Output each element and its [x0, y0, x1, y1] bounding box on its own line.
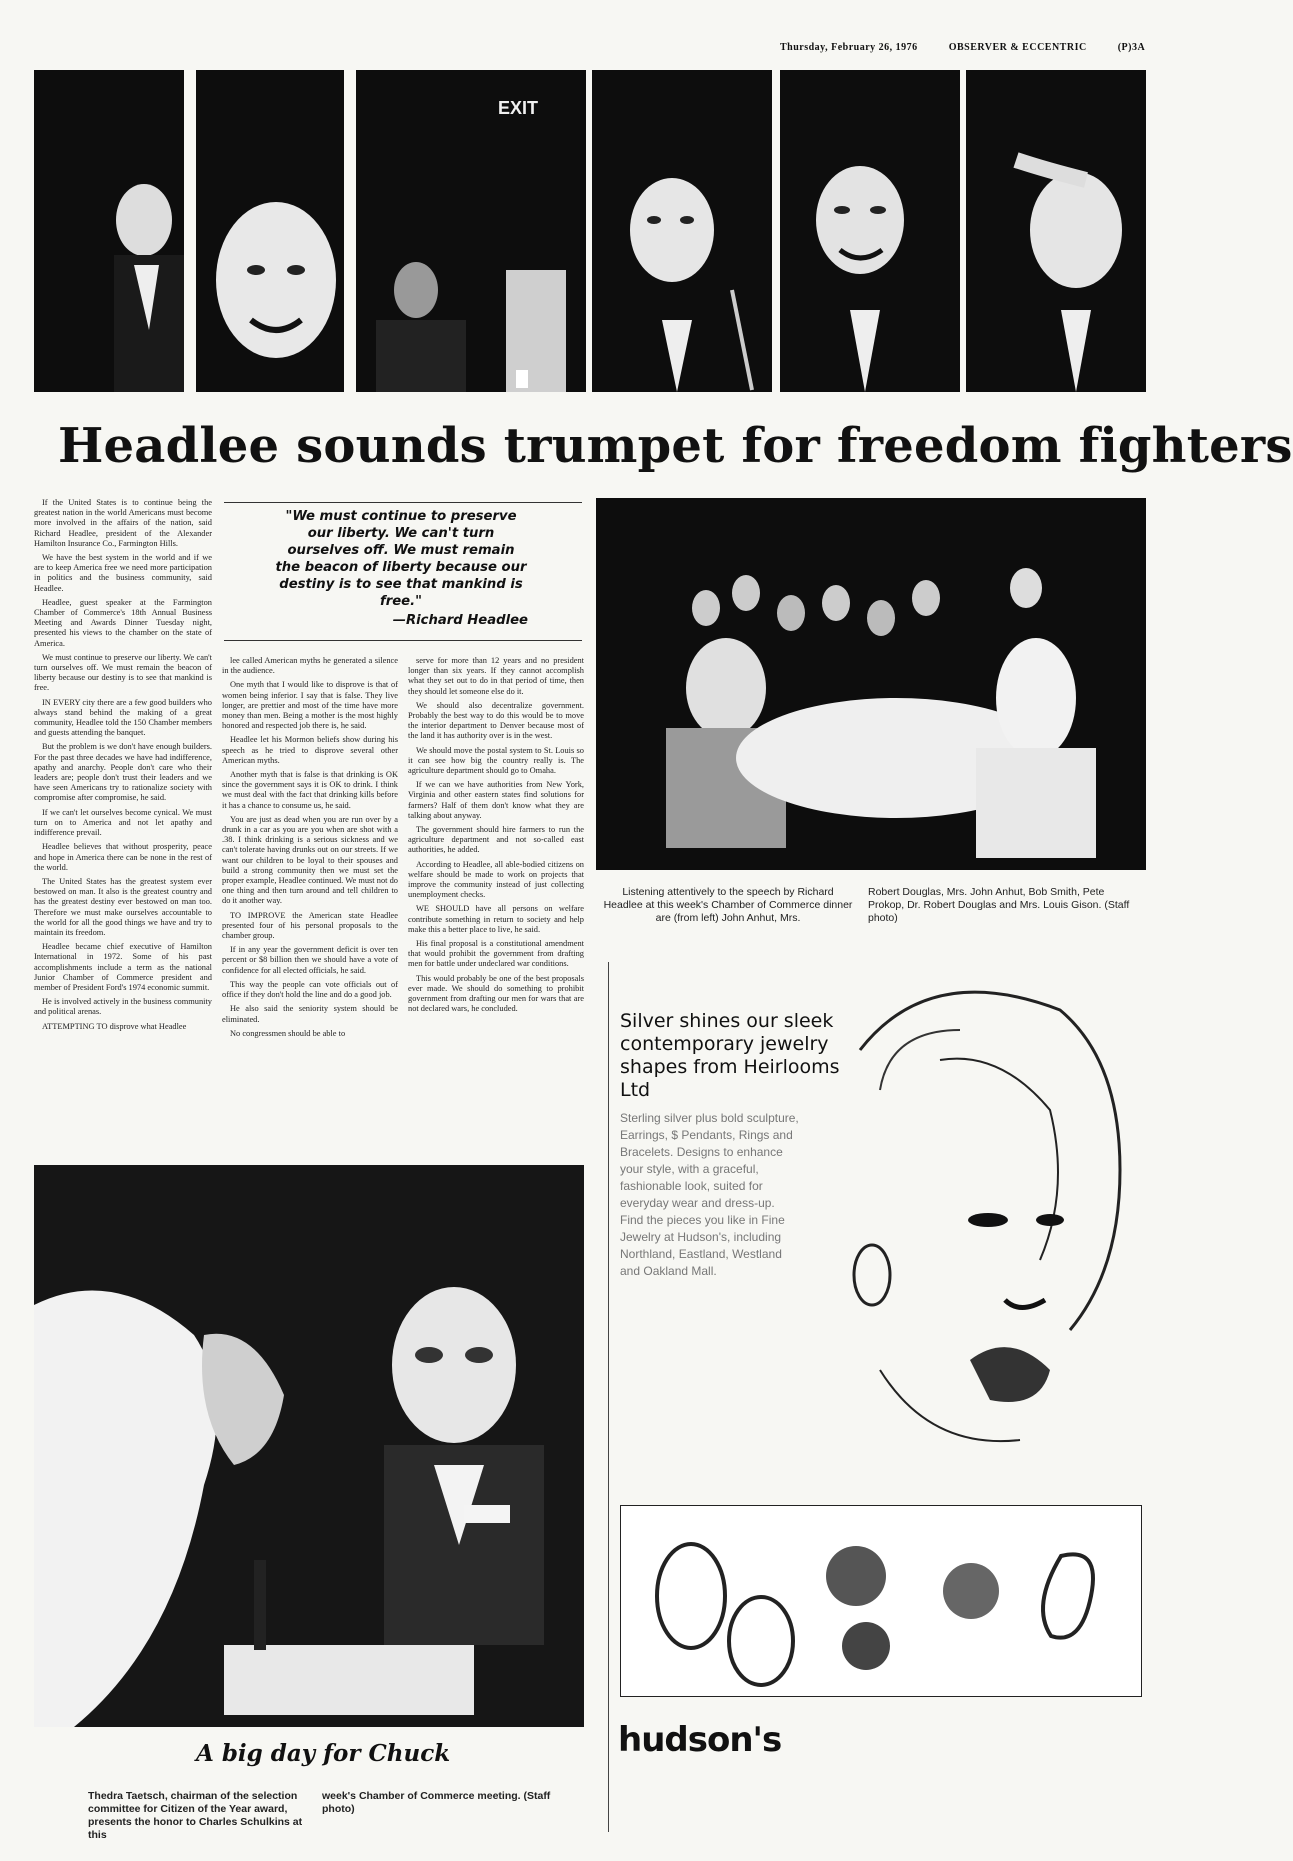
- article-paragraph: We must continue to preserve our liberty. We can't turn ourselves off. We must remain the beacon of liberty because our destiny is to see that mankind is free.: [34, 652, 212, 693]
- top-photo-5: [780, 70, 960, 392]
- article-paragraph: Headlee, guest speaker at the Farmington Chamber of Commerce's 18th Annual Business Meeting and Awards Dinner Tuesday night, presented his views to the chamber on the state of America.: [34, 597, 212, 648]
- article-paragraph: If the United States is to continue being the greatest nation in the world Americans must become more involved in the affairs of the nation, said Richard Headlee, president of the Alexander Hamilton Insurance Co., Farmington Hills.: [34, 498, 212, 548]
- masthead-paper: OBSERVER & ECCENTRIC: [948, 42, 1087, 53]
- article-paragraph: He is involved actively in the business community and political arenas.: [34, 997, 212, 1017]
- article-paragraph: According to Headlee, all able-bodied citizens on welfare should be made to work on projects that improve the community instead of just collecting unemployment checks.: [408, 859, 584, 900]
- article-paragraph: You are just as dead when you are run over by a drunk in a car as you are you when are shot with a .38. I think drinking is a serious sickness and we can't tolerate having drunks out on our streets. If we want our children to be loyal to their spouses and build a strong community then we must set the proper example, Headlee continued. We must not do one thing and then turn around and tell children to do it another way.: [222, 814, 398, 906]
- pull-quote-rule-top: [224, 502, 582, 503]
- pull-quote-rule-bottom: [224, 640, 582, 641]
- pull-quote-text: "We must continue to preserve our liberty. We can't turn ourselves off. We must remain the beacon of liberty because our destiny is to see that mankind is free.": [275, 509, 527, 609]
- article-paragraph: TO IMPROVE the American state Headlee presented four of his personal proposals to the chamber group.: [222, 910, 398, 941]
- dinner-photo: [596, 498, 1146, 870]
- article-paragraph: We should move the postal system to St. Louis so it can see how big the country really is. The agriculture department should go to Omaha.: [408, 745, 584, 776]
- top-photo-1: [34, 70, 184, 392]
- article-paragraph: One myth that I would like to disprove is that of women being inferior. I say that is false. They live longer, are prettier and most of the time have more money than men. Being a mother is the most highly honored and respected job there is, he said.: [222, 680, 398, 731]
- article-paragraph: ATTEMPTING TO disprove what Headlee: [42, 1021, 187, 1031]
- article-paragraph: Another myth that is false is that drinking is OK since the government says it is OK to drink. I think we must deal with the fact that drinking kills before it has a chance to consume us, he said.: [222, 770, 398, 810]
- article-paragraph: WE SHOULD have all persons on welfare contribute something in return to society and help make this a better place to live, he said.: [408, 904, 584, 934]
- article-paragraph: If in any year the government deficit is over ten percent or $8 billion then we should have a vote of confidence for all elected officials, he said.: [222, 945, 398, 975]
- article-column-3: [408, 656, 584, 1128]
- article-paragraph: Headlee let his Mormon beliefs show during his speech as he tried to disprove several other American myths.: [222, 735, 398, 765]
- article-paragraph: Headlee believes that without prosperity, peace and hope in America there can be none in the rest of the world.: [34, 842, 212, 872]
- article-paragraph: But the problem is we don't have enough builders. For the past three decades we have had indifference, apathy and anarchy. People don't care who their leaders are; people don't trust their leaders and we have seen Americans try to rationalize society with compromise after compromise, he said.: [34, 742, 212, 803]
- article-paragraph: serve for more than 12 years and no president longer than six years. If they cannot accomplish what they set out to do in that period of time, then they should let someone else do it.: [408, 656, 584, 696]
- article-paragraph: If we can't let ourselves become cynical. We must turn on to America and not let apathy and indifference prevail.: [34, 807, 212, 838]
- top-photo-6: [966, 70, 1146, 392]
- exit-sign: EXIT: [498, 98, 539, 118]
- dinner-caption-part2: Robert Douglas, Mrs. John Anhut, Bob Smith, Pete Prokop, Dr. Robert Douglas and Mrs. Louis Gison. (Staff photo): [868, 886, 1130, 924]
- article-paragraph: This would probably be one of the best proposals ever made. We should do something to prohibit government from drafting our men for wars that are not declared wars, he concluded.: [408, 973, 584, 1014]
- pull-quote-attribution: —Richard Headlee: [392, 613, 528, 628]
- ad-headline: Silver shines our sleek contemporary jewelry shapes from Heirlooms Ltd: [620, 1010, 840, 1101]
- top-photo-4: [592, 70, 772, 392]
- article-paragraph: No congressmen should be able to: [230, 1028, 346, 1038]
- pull-quote: [274, 508, 528, 636]
- ad-illustration-woman: [820, 970, 1140, 1490]
- article-paragraph: We have the best system in the world and if we are to keep America free we need more participation in politics and the business community, said Headlee.: [34, 553, 212, 593]
- citizen-caption-right: week's Chamber of Commerce meeting. (Staff photo): [322, 1790, 551, 1815]
- article-paragraph: IN EVERY city there are a few good builders who always stand behind the making of a great community, Headlee told the 150 Chamber members and guests attending the banquet.: [34, 697, 212, 738]
- top-photo-3: [356, 70, 586, 392]
- article-paragraph: The government should hire farmers to run the agriculture department and not so-called east authorities, he added.: [408, 825, 584, 855]
- citizen-photo-title: A big day for Chuck: [196, 1740, 451, 1767]
- article-paragraph: Headlee became chief executive of Hamilton International in 1972. Some of his past accomplishments include a term as the national Junior Chamber of Commerce president and member of President Ford's 1974 economic summit.: [34, 942, 212, 992]
- article-column-1: [34, 498, 212, 1128]
- masthead-date: Thursday, February 26, 1976: [780, 42, 918, 53]
- hudsons-logo: hudson's: [618, 1720, 782, 1760]
- article-paragraph: He also said the seniority system should be eliminated.: [222, 1004, 398, 1024]
- citizen-caption-left: Thedra Taetsch, chairman of the selection committee for Citizen of the Year award, presents the honor to Charles Schulkins at this: [88, 1790, 303, 1841]
- article-paragraph: The United States has the greatest system ever bestowed on man. It also is the greatest country and has the greatest destiny ever bestowed on man too. Therefore we must make ourselves accountable to the world for all the good things we have and try to maintain its freedom.: [34, 876, 212, 937]
- masthead: [780, 42, 1152, 58]
- article-paragraph: lee called American myths he generated a silence in the audience.: [222, 656, 398, 676]
- article-column-2: [222, 656, 398, 1128]
- citizen-award-photo: [34, 1165, 584, 1727]
- article-paragraph: This way the people can vote officials out of office if they don't hold the line and do a good job.: [222, 979, 398, 1000]
- top-photo-2: [196, 70, 344, 392]
- masthead-page: (P)3A: [1117, 42, 1146, 53]
- article-paragraph: His final proposal is a constitutional amendment that would prohibit the government from drafting men for battle under undeclared war conditions.: [408, 939, 584, 969]
- ad-jewelry-box: [620, 1505, 1142, 1697]
- ad-body-text: Sterling silver plus bold sculpture, Earrings, $ Pendants, Rings and Bracelets. Designs to enhance your style, with a graceful, fashionable look, suited for everyday wear and dress-up. Find the pieces you like in Fine Jewelry at Hudson's, including Northland, Eastland, Westland and Oakland Mall.: [620, 1111, 799, 1278]
- dinner-caption-part1: Listening attentively to the speech by Richard Headlee at this week's Chamber of Commerce dinner are (from left) John Anhut, Mrs.: [603, 886, 853, 924]
- headline: Headlee sounds trumpet for freedom fighters: [58, 418, 1293, 474]
- article-paragraph: We should also decentralize government. Probably the best way to do this would be to move the interior department to Denver because most of the land it has authority over is in the west.: [408, 700, 584, 741]
- article-paragraph: If we can we have authorities from New York, Virginia and other eastern states find solutions for farmers? Half of them don't know what they are talking about anyway.: [408, 780, 584, 820]
